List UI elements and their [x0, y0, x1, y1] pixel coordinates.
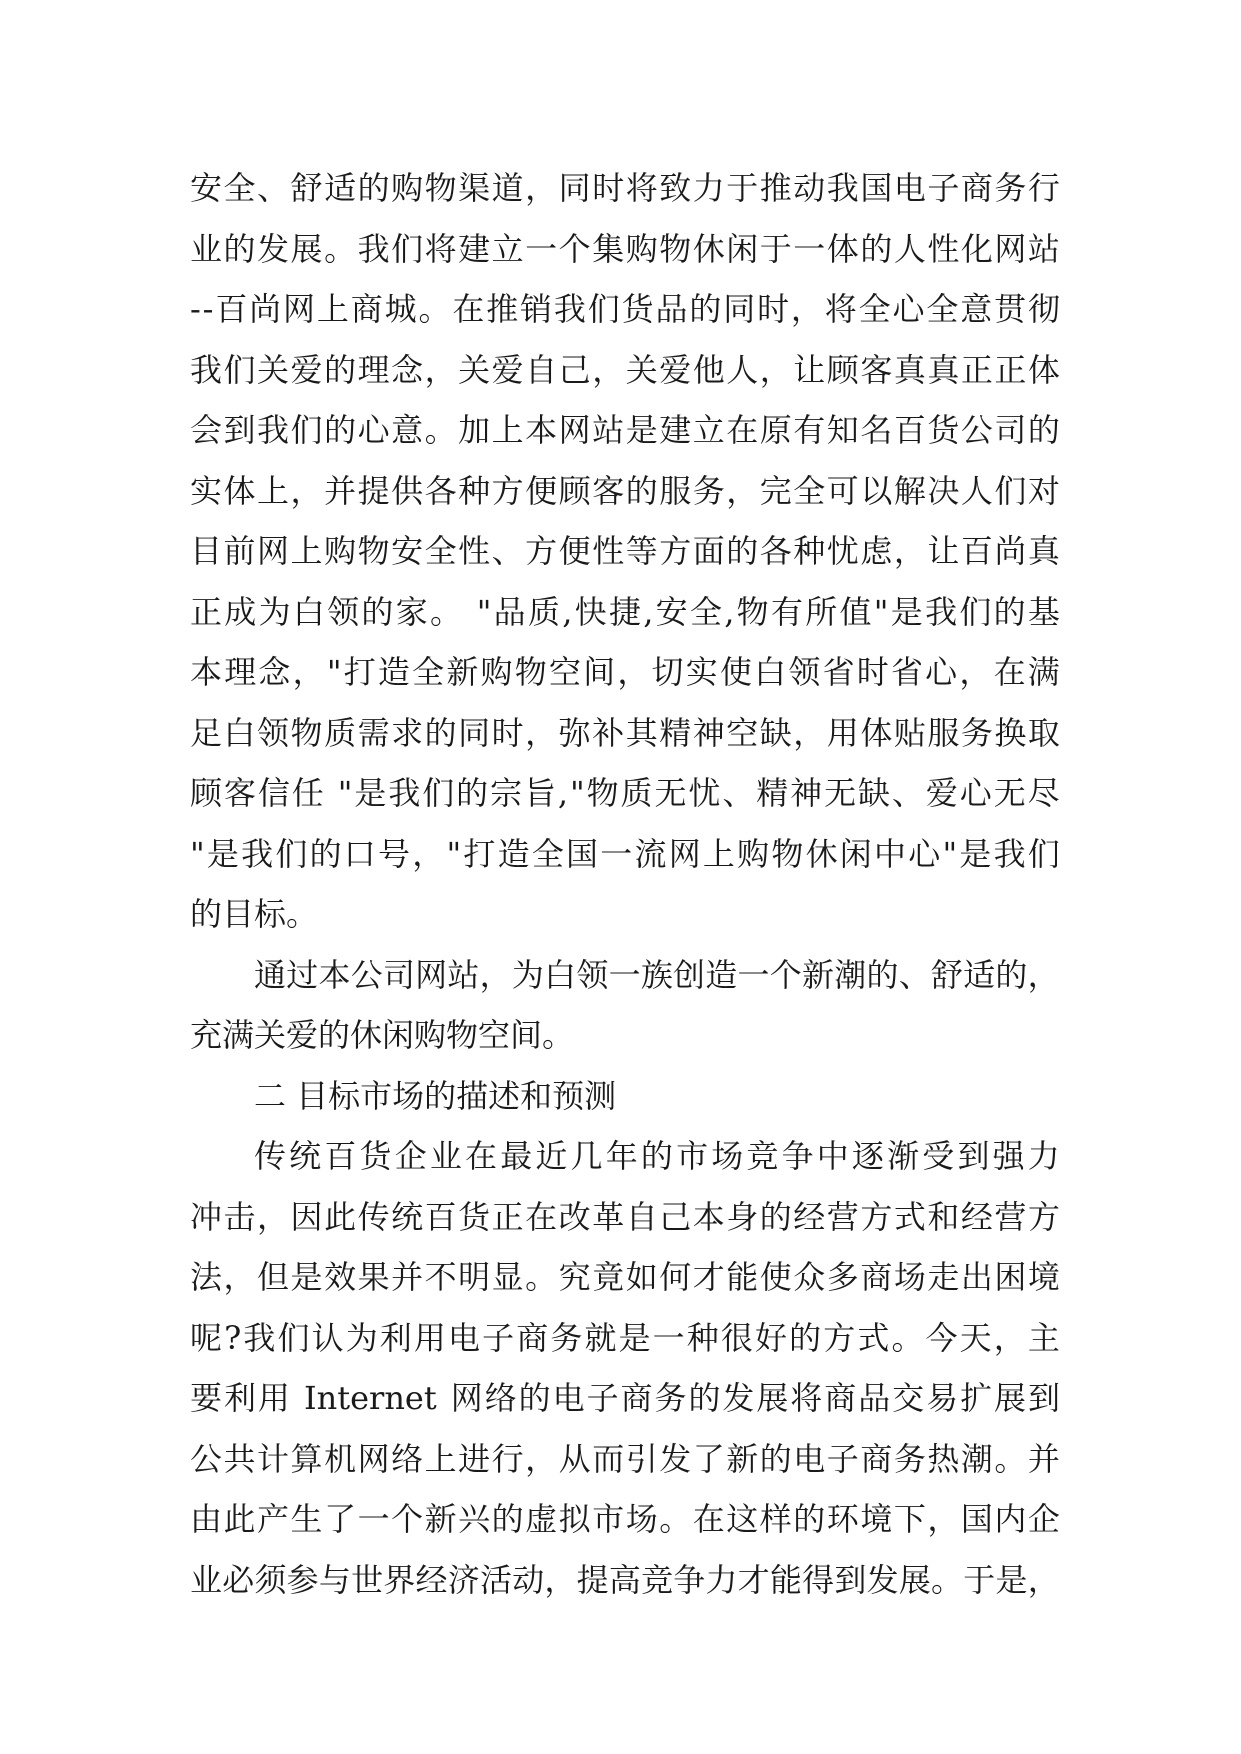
text-line: 的目标。: [190, 895, 319, 933]
text-line: 目 前 网 上 购 物 安 全 性 、 方 便 性 等 方 面 的 各 种 忧 虑 ， 让 百 尚 真: [190, 532, 1060, 570]
text-line: 我 们 关 爱 的 理 念 ， 关 爱 自 己 ， 关 爱 他 人 ， 让 顾 客 真 真 正 正 体: [190, 350, 1060, 389]
text-line: 安 全 、 舒 适 的 购 物 渠 道 ， 同 时 将 致 力 于 推 动 我 国 电 子 商 务 行: [190, 169, 1060, 207]
text-line: 业 的 发 展 。 我 们 将 建 立 一 个 集 购 物 休 闲 于 一 体 的 人 性 化 网 站: [190, 229, 1060, 268]
text-line: 充满关爱的休闲购物空间。: [190, 1016, 575, 1054]
text-line: 业 必 须 参 与 世 界 经 济 活 动 ， 提 高 竞 争 力 才 能 得 到 发 展 。 于 是 ，: [190, 1560, 1060, 1599]
text-line: 呢 ? 我 们 认 为 利 用 电 子 商 务 就 是 一 种 很 好 的 方 式 。 今 天 ， 主: [190, 1318, 1060, 1357]
text-line: - - 百 尚 网 上 商 城 。 在 推 销 我 们 货 品 的 同 时 ， 将 全 心 全 意 贯 彻: [190, 290, 1060, 328]
text-line: 法 ， 但 是 效 果 并 不 明 显 。 究 竟 如 何 才 能 使 众 多 商 场 走 出 困 境: [190, 1258, 1060, 1296]
text-line: 本 理 念 ， " 打 造 全 新 购 物 空 间 ， 切 实 使 白 领 省 时 省 心 ， 在 满: [190, 653, 1060, 691]
text-line: 公 共 计 算 机 网 络 上 进 行 ， 从 而 引 发 了 新 的 电 子 商 务 热 潮 。 并: [190, 1439, 1060, 1478]
text-line: 由 此 产 生 了 一 个 新 兴 的 虚 拟 市 场 。 在 这 样 的 环 境 下 ， 国 内 企: [190, 1500, 1060, 1538]
text-line: 会 到 我 们 的 心 意 。 加 上 本 网 站 是 建 立 在 原 有 知 名 百 货 公 司 的: [190, 411, 1060, 449]
section-heading: 二 目标市场的描述和预测: [254, 1076, 617, 1115]
text-line: 要 利 用 Internet 网 络 的 电 子 商 务 的 发 展 将 商 品 交 易 扩 展 到: [190, 1379, 1060, 1417]
body-text: [190, 158, 1060, 1610]
text-line: 足 白 领 物 质 需 求 的 同 时 ， 弥 补 其 精 神 空 缺 ， 用 体 贴 服 务 换 取: [190, 713, 1060, 752]
text-line: 冲 击 ， 因 此 传 统 百 货 正 在 改 革 自 己 本 身 的 经 营 方 式 和 经 营 方: [190, 1197, 1060, 1236]
text-line: 通 过 本 公 司 网 站 ， 为 白 领 一 族 创 造 一 个 新 潮 的 、 舒 适 的 ，: [254, 955, 1060, 994]
text-line: 传 统 百 货 企 业 在 最 近 几 年 的 市 场 竞 争 中 逐 渐 受 到 强 力: [254, 1137, 1060, 1175]
text-line: 正 成 为 白 领 的 家 。 " 品 质 , 快 捷 , 安 全 , 物 有 所 值 " 是 我 们 的 基: [190, 592, 1060, 631]
text-line: " 是 我 们 的 口 号 ， " 打 造 全 国 一 流 网 上 购 物 休 闲 中 心 " 是 我 们: [190, 834, 1060, 873]
text-line: 顾 客 信 任 " 是 我 们 的 宗 旨 , " 物 质 无 忧 、 精 神 无 缺 、 爱 心 无 尽: [190, 774, 1060, 812]
text-line: 实 体 上 ， 并 提 供 各 种 方 便 顾 客 的 服 务 ， 完 全 可 以 解 决 人 们 对: [190, 471, 1060, 510]
